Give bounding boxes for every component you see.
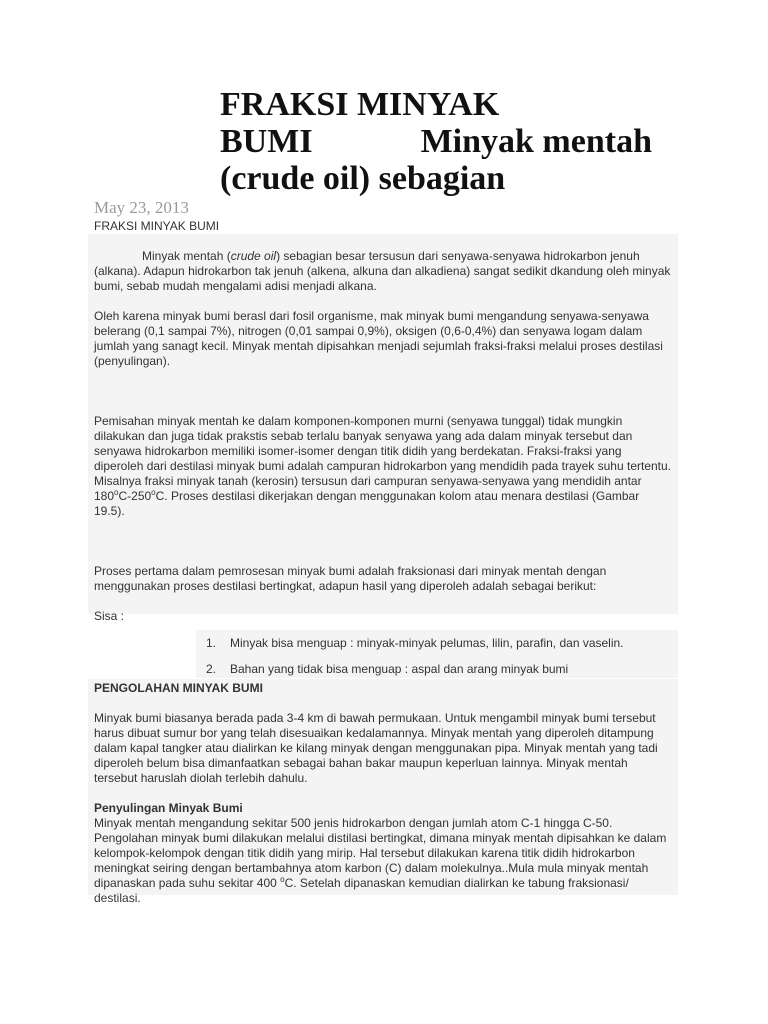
list-item: 1. Minyak bisa menguap : minyak-minyak pelumas, lilin, parafin, dan vaselin.: [205, 635, 624, 650]
title-line-1: FRAKSI MINYAK: [220, 86, 500, 123]
paragraph-7: Minyak mentah mengandung sekitar 500 jenis hidrokarbon dengan jumlah atom C-1 hingga C-50. Pengolahan minyak bumi dilakukan melalui distilasi bertingkat, dimana minyak mentah dipisahkan ke dalam kelompok-kelompok dengan titik didih yang mirip. Hal tersebut dilakukan karena titik didih hidrokarbon meningkat seiring dengan bertambahnya atom karbon (C) dalam molekulnya..Mula mula minyak mentah dipanaskan pada suhu sekitar 400 $^o$C. Setelah dipanaskan kemudian dialirkan ke tabung fraksionasi/ destilasi.: [94, 816, 667, 905]
post-label: FRAKSI MINYAK BUMI: [94, 219, 220, 233]
heading-penyulingan: Penyulingan Minyak Bumi: [94, 801, 243, 815]
title-line-2a: BUMI: [220, 123, 313, 160]
heading-pengolahan: PENGOLAHAN MINYAK BUMI: [94, 681, 263, 695]
paragraph-5: Sisa :: [94, 609, 125, 623]
list-item: 2. Bahan yang tidak bisa menguap : aspal dan arang minyak bumi: [205, 661, 569, 676]
paragraph-3: Pemisahan minyak mentah ke dalam komponen-komponen murni (senyawa tunggal) tidak mungkin dilakukan dan juga tidak prakstis sebab terlalu banyak senyawa yang ada dalam minyak tersebut dan senyawa hidrokarbon memiliki isomer-isomer dengan titik didih yang berdekatan. Fraksi-fraksi yang diperoleh dari destilasi minyak bumi adalah campuran hidrokarbon yang mendidih pada trayek suhu tertentu. Misalnya fraksi minyak tanah (kerosin) tersusun dari campuran senyawa-senyawa yang mendidih antar 180$^o$C-250$^o$C. Proses destilasi dikerjakan dengan menggunakan kolom atau menara destilasi (Gambar 19.5).: [94, 414, 672, 518]
title-line-2b: Minyak mentah: [420, 123, 652, 160]
content-panel-2: [88, 679, 678, 905]
result-list: [196, 630, 678, 678]
paragraph-1: Minyak mentah (crude oil) sebagian besar tersusun dari senyawa-senyawa hidrokarbon jenuh (alkana). Adapun hidrokarbon tak jenuh (alkena, alkuna dan alkadiena) sangat sedikit dkandung oleh minyak bumi, sebab mudah mengalami adisi menjadi alkana.: [94, 249, 671, 293]
post-date: May 23, 2013: [94, 198, 189, 217]
title-line-3: (crude oil) sebagian: [220, 160, 506, 197]
paragraph-2: Oleh karena minyak bumi berasl dari fosil organisme, mak minyak bumi mengandung senyawa-senyawa belerang (0,1 sampai 7%), nitrogen (0,01 sampai 0,9%), oksigen (0,6-0,4%) dan senyawa logam dalam jumlah yang sanagt kecil. Minyak mentah dipisahkan menjadi sejumlah fraksi-fraksi melalui proses destilasi (penyulingan).: [94, 309, 663, 368]
paragraph-6: Minyak bumi biasanya berada pada 3-4 km di bawah permukaan. Untuk mengambil minyak bumi tersebut harus dibuat sumur bor yang telah disesuaikan kedalamannya. Minyak mentah yang diperoleh ditampung dalam kapal tangker atau dialirkan ke kilang minyak dengan menggunakan pipa. Minyak mentah yang tadi diperoleh belum bisa dimanfaatkan sebagai bahan bakar maupun keperluan lainnya. Minyak mentah tersebut haruslah diolah terlebih dahulu.: [94, 711, 658, 785]
paragraph-4: Proses pertama dalam pemrosesan minyak bumi adalah fraksionasi dari minyak mentah dengan menggunakan proses destilasi bertingkat, adapun hasil yang diperoleh adalah sebagai berikut:: [94, 564, 607, 593]
content-panel-1: [88, 234, 678, 623]
page-title: [220, 86, 680, 197]
